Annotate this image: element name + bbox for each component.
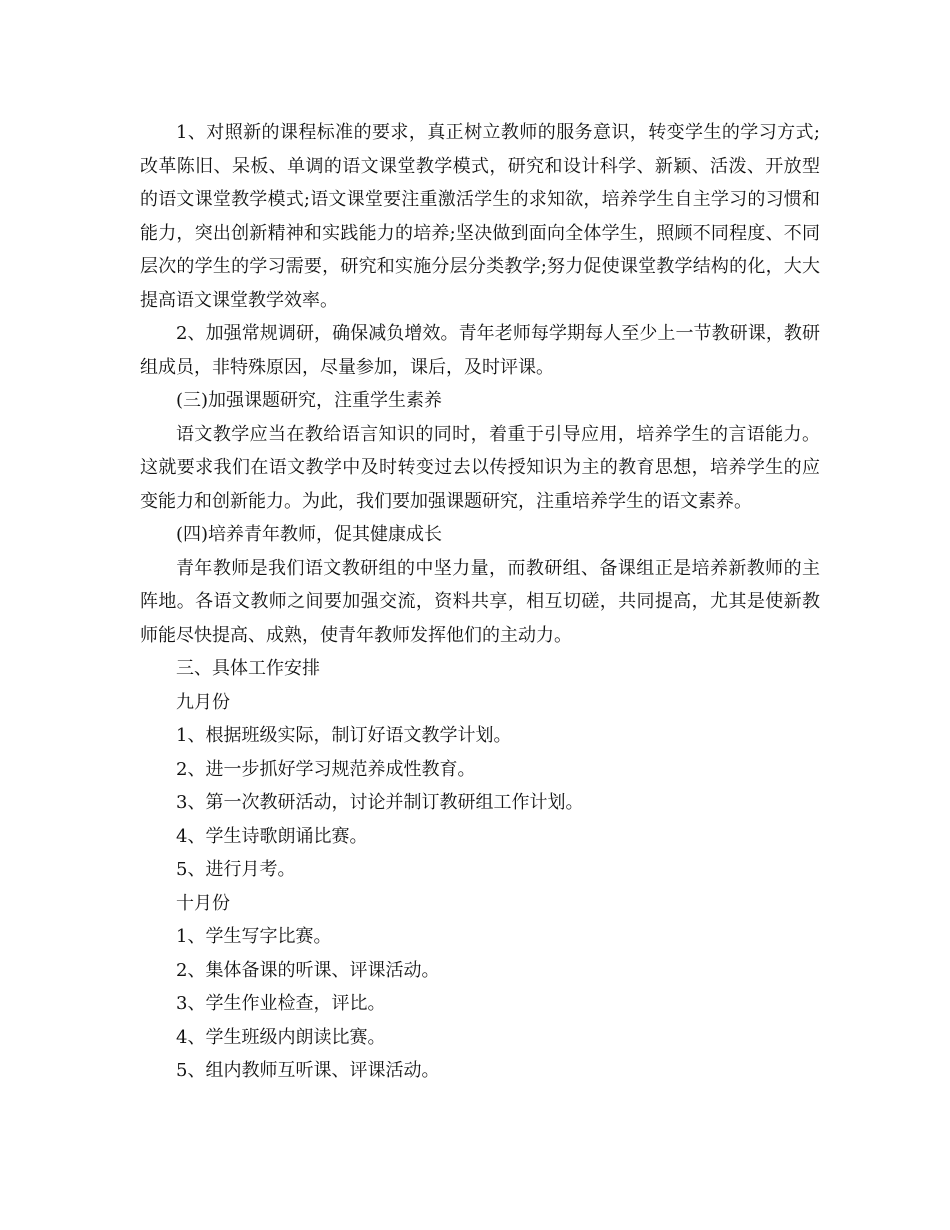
paragraph-item-1: 1、对照新的课程标准的要求，真正树立教师的服务意识，转变学生的学习方式;改革陈旧、呆板、单调的语文课堂教学模式，研究和设计科学、新颖、活泼、开放型的语文课堂教学模式;语文课堂要注重激活学生的求知欲，培养学生自主学习的习惯和能力，突出创新精神和实践能力的培养;坚决做到面向全体学生，照顾不同程度、不同层次的学生的学习需要，研究和实施分层分类教学;努力促使课堂教学结构的化，大大提高语文课堂教学效率。 <box>140 122 820 311</box>
paragraph-language-teaching: 语文教学应当在教给语言知识的同时，着重于引导应用，培养学生的言语能力。这就要求我们在语文教学中及时转变过去以传授知识为主的教育思想，培养学生的应变能力和创新能力。为此，我们要加强课题研究，注重培养学生的语文素养。 <box>140 423 820 512</box>
list-item: 5、组内教师互听课、评课活动。 <box>176 1060 440 1081</box>
list-item: 1、根据班级实际，制订好语文教学计划。 <box>176 725 512 746</box>
list-item: 5、进行月考。 <box>176 859 296 880</box>
month-heading-september: 九月份 <box>176 691 230 713</box>
list-item: 3、第一次教研活动，讨论并制订教研组工作计划。 <box>176 792 584 813</box>
document-body <box>140 116 820 1088</box>
list-item: 2、进一步抓好学习规范养成性教育。 <box>176 758 476 780</box>
list-item: 2、集体备课的听课、评课活动。 <box>176 959 440 981</box>
subsection-heading-4: (四)培养青年教师，促其健康成长 <box>176 524 443 545</box>
month-heading-october: 十月份 <box>176 892 230 914</box>
list-item: 4、学生班级内朗读比赛。 <box>176 1026 386 1048</box>
paragraph-young-teachers: 青年教师是我们语文教研组的中坚力量，而教研组、备课组正是培养新教师的主阵地。各语文教师之间要加强交流，资料共享，相互切磋，共同提高，尤其是使新教师能尽快提高、成熟，使青年教师发挥他们的主动力。 <box>140 557 820 646</box>
list-item: 1、学生写字比赛。 <box>176 926 332 947</box>
list-item: 4、学生诗歌朗诵比赛。 <box>176 825 368 847</box>
list-item: 3、学生作业检查，评比。 <box>176 993 386 1014</box>
paragraph-item-2: 2、加强常规调研，确保减负增效。青年老师每学期每人至少上一节教研课，教研组成员，非特殊原因，尽量参加，课后，及时评课。 <box>140 323 820 378</box>
subsection-heading-3: (三)加强课题研究，注重学生素养 <box>176 390 443 411</box>
section-heading: 三、具体工作安排 <box>176 658 320 679</box>
